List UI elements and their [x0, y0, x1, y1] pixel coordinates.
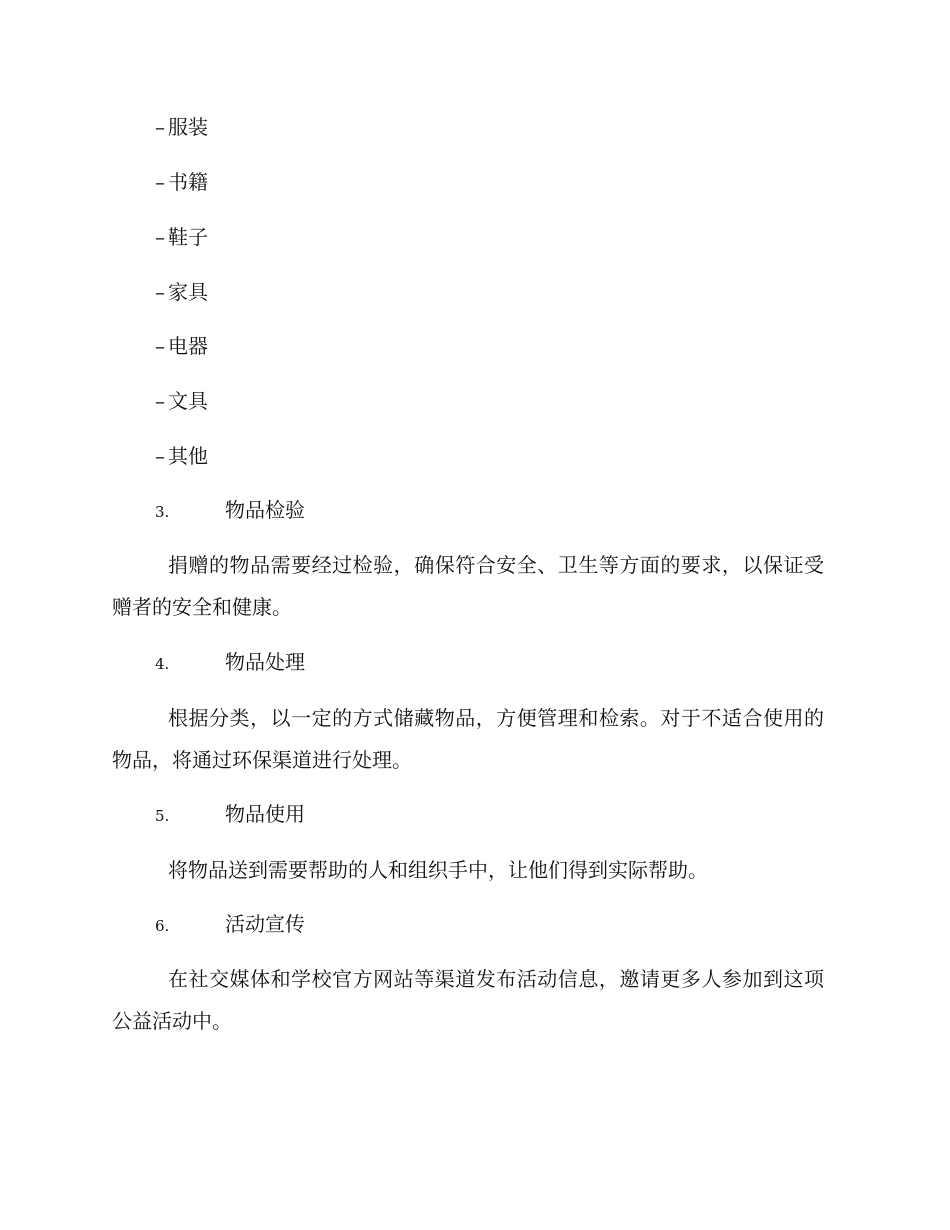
- list-dash: –: [155, 225, 165, 249]
- list-dash: –: [155, 389, 165, 413]
- list-item-furniture: [155, 278, 208, 306]
- list-item-text: 鞋子: [168, 225, 208, 249]
- list-item-other: [155, 442, 208, 470]
- section-heading-processing: [155, 648, 305, 678]
- section-title: 活动宣传: [225, 912, 305, 936]
- list-item-clothing: [155, 113, 208, 141]
- list-dash: –: [155, 170, 165, 194]
- section-body-processing: 根据分类，以一定的方式储藏物品，方便管理和检索。对于不适合使用的物品，将通过环保渠道进行处理。: [112, 706, 824, 772]
- list-item-text: 其他: [168, 444, 208, 468]
- section-heading-inspection: [155, 496, 305, 526]
- section-body-promotion: 在社交媒体和学校官方网站等渠道发布活动信息，邀请更多人参加到这项公益活动中。: [112, 967, 824, 1033]
- list-item-books: [155, 168, 208, 196]
- section-title: 物品检验: [225, 498, 305, 522]
- list-dash: –: [155, 334, 165, 358]
- list-item-text: 服装: [168, 115, 208, 139]
- section-number: 4.: [155, 655, 170, 673]
- section-title: 物品使用: [225, 802, 305, 826]
- list-item-text: 电器: [168, 334, 208, 358]
- section-heading-promotion: [155, 910, 305, 940]
- section-body-usage: 将物品送到需要帮助的人和组织手中，让他们得到实际帮助。: [168, 858, 708, 882]
- section-title: 物品处理: [225, 650, 305, 674]
- list-item-shoes: [155, 223, 208, 251]
- list-item-text: 家具: [168, 280, 208, 304]
- section-heading-usage: [155, 800, 305, 830]
- section-number: 3.: [155, 503, 170, 521]
- list-item-appliances: [155, 332, 208, 360]
- section-body-inspection: 捐赠的物品需要经过检验，确保符合安全、卫生等方面的要求，以保证受赠者的安全和健康。: [112, 553, 824, 619]
- list-dash: –: [155, 115, 165, 139]
- list-item-stationery: [155, 387, 208, 415]
- section-number: 5.: [155, 807, 170, 825]
- list-item-text: 书籍: [168, 170, 208, 194]
- section-number: 6.: [155, 917, 170, 935]
- list-dash: –: [155, 280, 165, 304]
- list-dash: –: [155, 444, 165, 468]
- list-item-text: 文具: [168, 389, 208, 413]
